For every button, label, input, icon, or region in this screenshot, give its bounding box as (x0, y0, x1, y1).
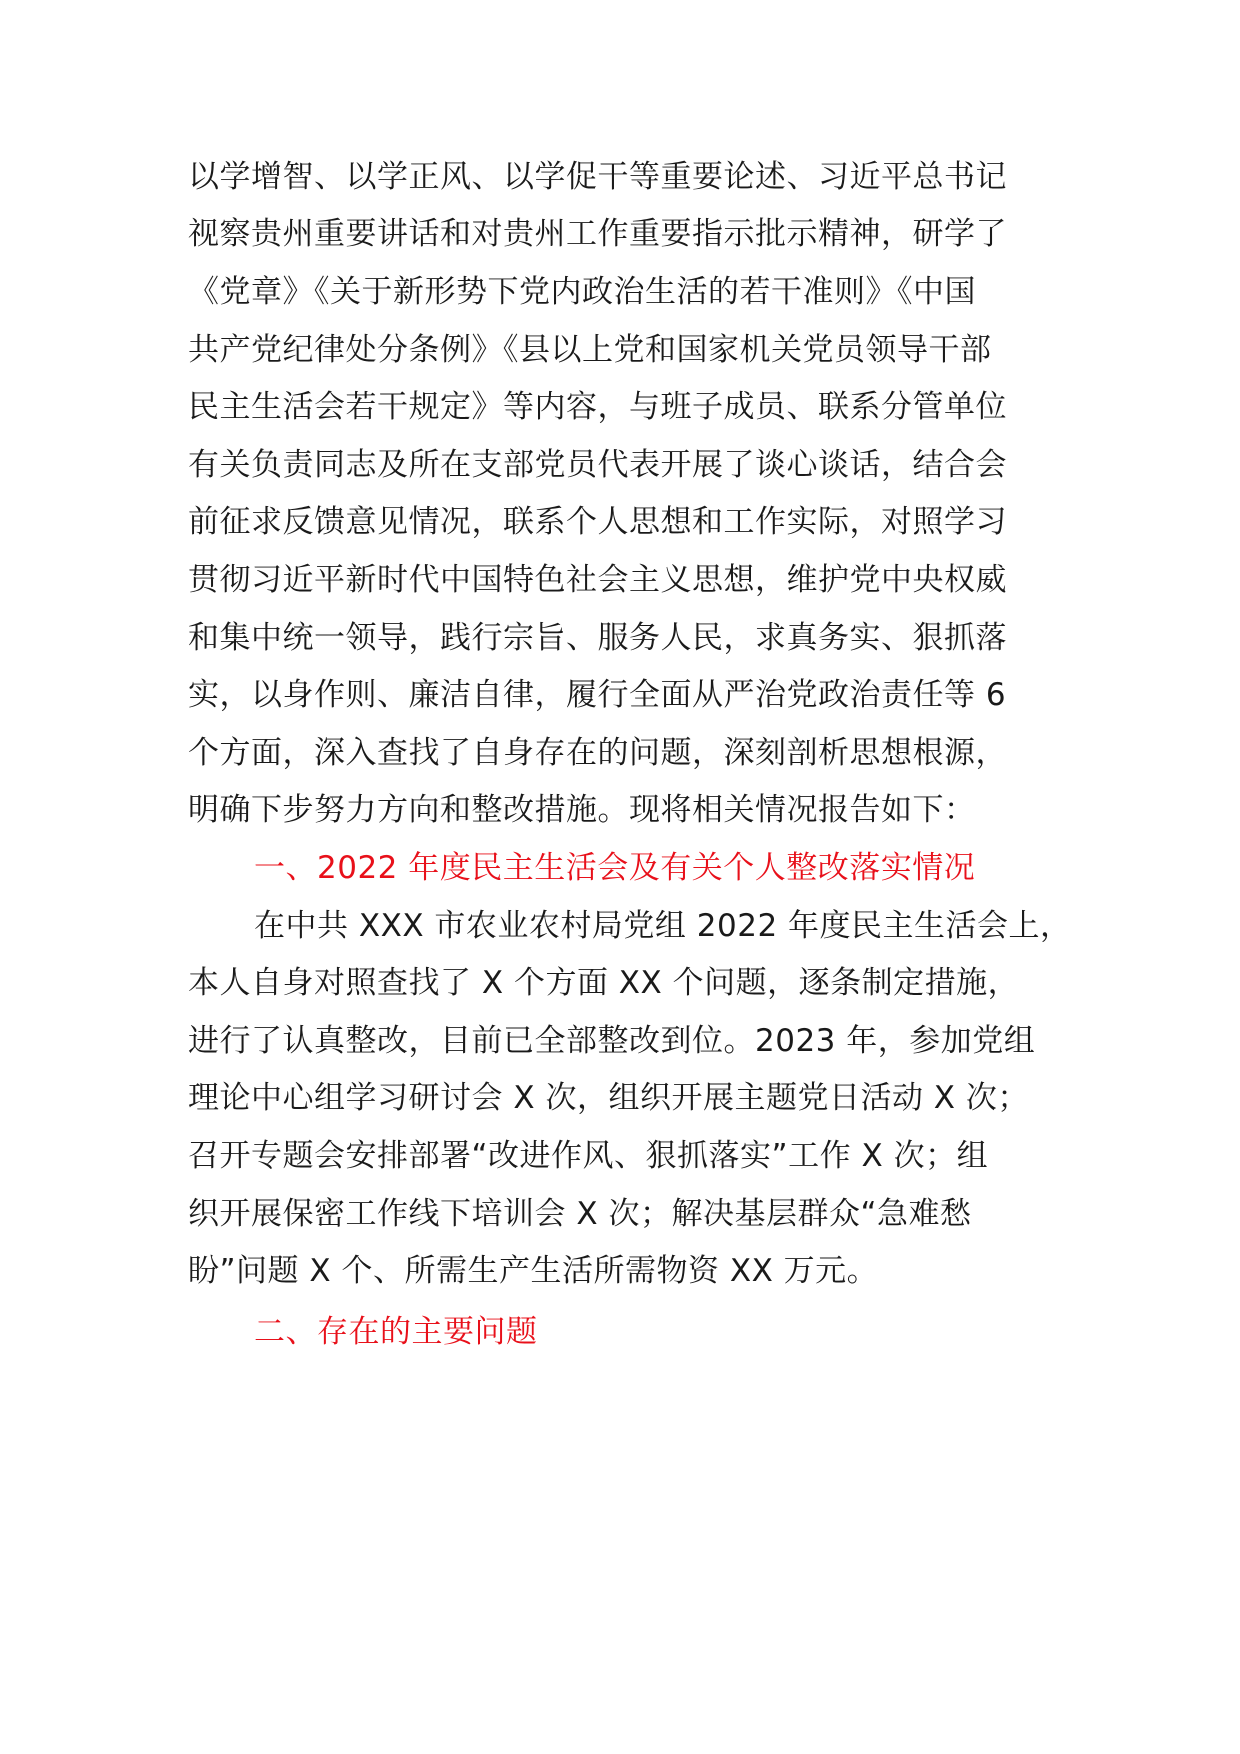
paragraph-line: 贯彻习近平新时代中国特色社会主义思想，维护党中央权威 (188, 562, 1007, 598)
paragraph-line: 明确下步努力方向和整改措施。现将相关情况报告如下： (188, 792, 976, 828)
paragraph-line: 进行了认真整改，目前已全部整改到位。2023 年，参加党组 (188, 1023, 1036, 1059)
paragraph-line: 共产党纪律处分条例》《县以上党和国家机关党员领导干部 (188, 332, 992, 368)
section-heading-1: 一、2022 年度民主生活会及有关个人整改落实情况 (254, 850, 976, 886)
paragraph-line: 前征求反馈意见情况，联系个人思想和工作实际，对照学习 (188, 504, 1007, 540)
paragraph-line: 《党章》《关于新形势下党内政治生活的若干准则》《中国 (188, 274, 976, 310)
paragraph-line: 理论中心组学习研讨会 X 次，组织开展主题党日活动 X 次； (188, 1080, 1029, 1116)
paragraph-line: 有关负责同志及所在支部党员代表开展了谈心谈话，结合会 (188, 447, 1007, 483)
paragraph-line: 和集中统一领导，践行宗旨、服务人民，求真务实、狠抓落 (188, 620, 1007, 656)
paragraph-line: 视察贵州重要讲话和对贵州工作重要指示批示精神，研学了 (188, 216, 1007, 252)
paragraph-line: 本人自身对照查找了 X 个方面 XX 个问题，逐条制定措施， (188, 965, 1020, 1001)
paragraph-line: 盼”问题 X 个、所需生产生活所需物资 XX 万元。 (188, 1253, 879, 1289)
paragraph-line: 个方面，深入查找了自身存在的问题，深刻剖析思想根源， (188, 735, 1007, 771)
paragraph-line: 民主生活会若干规定》等内容，与班子成员、联系分管单位 (188, 389, 1007, 425)
paragraph-line: 在中共 XXX 市农业农村局党组 2022 年度民主生活会上， (254, 908, 1072, 944)
paragraph-line: 召开专题会安排部署“改进作风、狠抓落实”工作 X 次；组 (188, 1138, 989, 1174)
paragraph-line: 以学增智、以学正风、以学促干等重要论述、习近平总书记 (188, 159, 1007, 195)
paragraph-line: 织开展保密工作线下培训会 X 次；解决基层群众“急难愁 (188, 1196, 972, 1232)
section-heading-2: 二、存在的主要问题 (254, 1314, 538, 1350)
paragraph-line: 实，以身作则、廉洁自律，履行全面从严治党政治责任等 6 (188, 677, 1007, 713)
